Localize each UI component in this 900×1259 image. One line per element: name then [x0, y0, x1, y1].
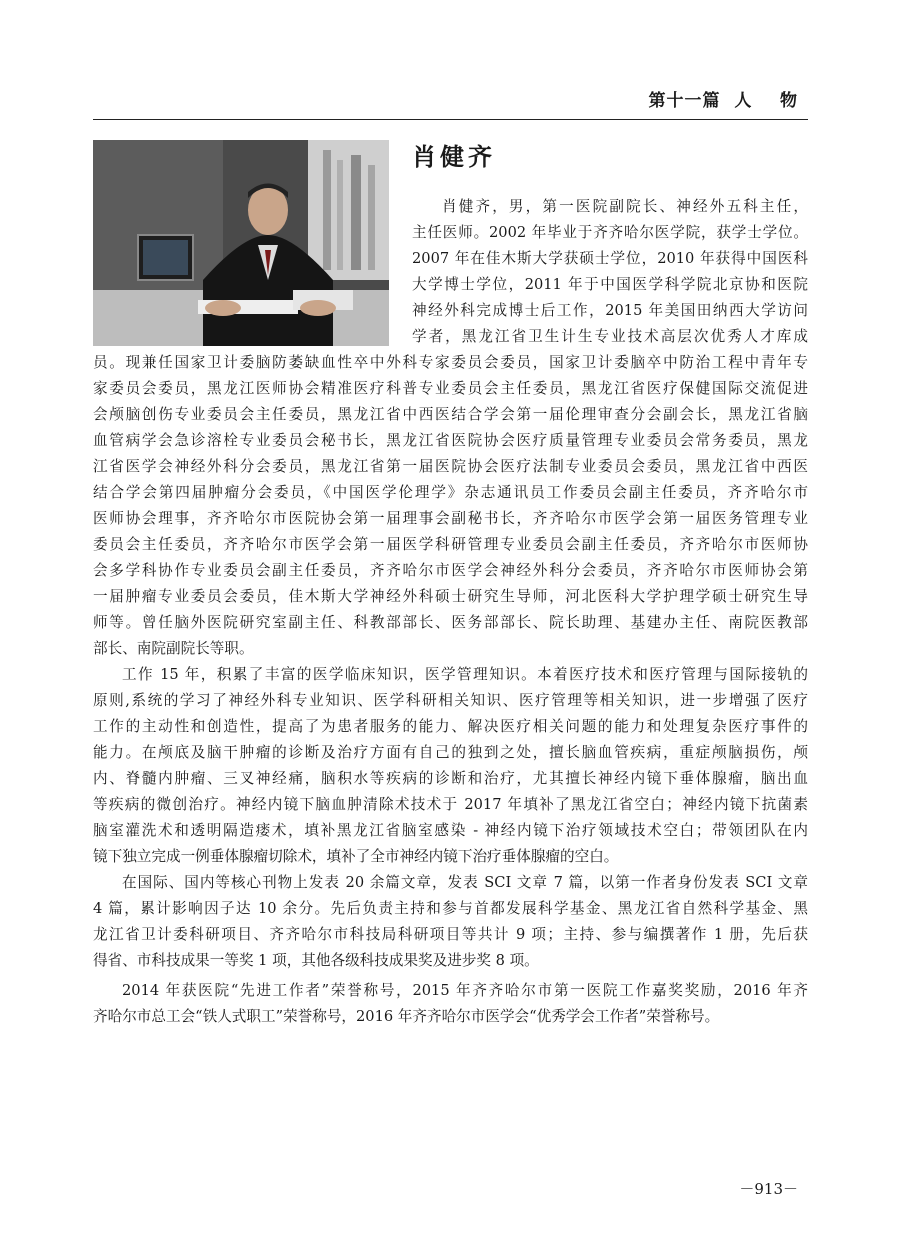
research-line: 4 篇，累计影响因子达 10 余分。先后负责主持和参与首都发展科学基金、黑龙江省自然科学基金、黑 [93, 900, 808, 917]
work-line: 能力。在颅底及脑干肿瘤的诊断及治疗方面有自己的独到之处，擅长脑血管疾病，重症颅脑损伤，颅 [93, 744, 808, 761]
page-header-title: 第十一篇 人 物 [648, 91, 798, 111]
bio-line: 大学博士学位，2011 年于中国医学科学院北京协和医院 [412, 276, 808, 293]
bio-line: 江省医学会神经外科分会委员，黑龙江省第一届医院协会医疗法制专业委员会委员，黑龙江省中西医 [93, 458, 808, 475]
bio-line: 会多学科协作专业委员会副主任委员，齐齐哈尔市医学会神经外科分会委员，齐齐哈尔市医师协会第 [93, 562, 808, 579]
bio-line: 家委员会委员，黑龙江医师协会精准医疗科普专业委员会主任委员，黑龙江省医疗保健国际交流促进 [93, 380, 808, 397]
bio-line: 部长、南院副院长等职。 [93, 640, 254, 657]
header-divider [93, 119, 808, 120]
bio-line: 神经外科完成博士后工作，2015 年美国田纳西大学访问 [412, 302, 808, 319]
bio-line: 学者，黑龙江省卫生计生专业技术高层次优秀人才库成 [412, 328, 808, 345]
work-line: 内、脊髓内肿瘤、三叉神经痛，脑积水等疾病的诊断和治疗，尤其擅长神经内镜下垂体腺瘤，脑出血 [93, 770, 808, 787]
research-line: 在国际、国内等核心刊物上发表 20 余篇文章，发表 SCI 文章 7 篇，以第一作者身份发表 SCI 文章 [122, 874, 808, 891]
bio-line: 肖健齐，男，第一医院副院长、神经外五科主任， [442, 198, 808, 215]
research-line: 龙江省卫计委科研项目、齐齐哈尔市科技局科研项目等共计 9 项；主持、参与编撰著作 1 册，先后获 [93, 926, 808, 943]
bio-line: 主任医师。2002 年毕业于齐齐哈尔医学院，获学士学位。 [412, 224, 808, 241]
honor-line: 齐哈尔市总工会“铁人式职工”荣誉称号，2016 年齐齐哈尔市医学会“优秀学会工作者”荣誉称号。 [93, 1008, 720, 1025]
research-line: 得省、市科技成果一等奖 1 项，其他各级科技成果奖及进步奖 8 项。 [93, 952, 539, 969]
work-line: 脑室灌洗术和透明隔造瘘术，填补黑龙江省脑室感染 - 神经内镜下治疗领域技术空白；带领团队在内 [93, 822, 808, 839]
portrait-photo [93, 140, 389, 346]
work-line: 工作的主动性和创造性，提高了为患者服务的能力、解决医疗相关问题的能力和处理复杂医疗事件的 [93, 718, 808, 735]
work-line: 原则,系统的学习了神经外科专业知识、医学科研相关知识、医疗管理等相关知识，进一步增强了医疗 [93, 692, 808, 709]
bio-line: 结合学会第四届肿瘤分会委员，《中国医学伦理学》杂志通讯员工作委员会副主任委员，齐齐哈尔市 [93, 484, 808, 501]
bio-line: 2007 年在佳木斯大学获硕士学位，2010 年获得中国医科 [412, 250, 808, 267]
work-line: 等疾病的微创治疗。神经内镜下脑血肿清除术技术于 2017 年填补了黑龙江省空白；神经内镜下抗菌素 [93, 796, 808, 813]
bio-line: 医师协会理事，齐齐哈尔市医院协会第一届理事会副秘书长，齐齐哈尔市医学会第一届医务管理专业 [93, 510, 808, 527]
bio-line: 员。现兼任国家卫计委脑防萎缺血性卒中外科专家委员会委员，国家卫计委脑卒中防治工程中青年专 [93, 354, 808, 371]
bio-line: 一届肿瘤专业委员会委员，佳木斯大学神经外科硕士研究生导师，河北医科大学护理学硕士研究生导 [93, 588, 808, 605]
bio-line: 血管病学会急诊溶栓专业委员会秘书长，黑龙江省医院协会医疗质量管理专业委员会常务委员，黑龙 [93, 432, 808, 449]
work-line: 工作 15 年，积累了丰富的医学临床知识，医学管理知识。本着医疗技术和医疗管理与国际接轨的 [122, 666, 808, 683]
work-line: 镜下独立完成一例垂体腺瘤切除术，填补了全市神经内镜下治疗垂体腺瘤的空白。 [93, 848, 619, 865]
person-name: 肖健齐 [412, 142, 496, 171]
bio-line: 师等。曾任脑外医院研究室副主任、科教部部长、医务部部长、院长助理、基建办主任、南院医教部 [93, 614, 808, 631]
page-number: －913－ [739, 1180, 798, 1198]
honor-line: 2014 年获医院“先进工作者”荣誉称号，2015 年齐齐哈尔市第一医院工作嘉奖奖励，2016 年齐 [122, 982, 808, 999]
bio-line: 委员会主任委员，齐齐哈尔市医学会第一届医学科研管理专业委员会副主任委员，齐齐哈尔市医师协 [93, 536, 808, 553]
bio-line: 会颅脑创伤专业委员会主任委员，黑龙江省中西医结合学会第一届伦理审查分会副会长，黑龙江省脑 [93, 406, 808, 423]
